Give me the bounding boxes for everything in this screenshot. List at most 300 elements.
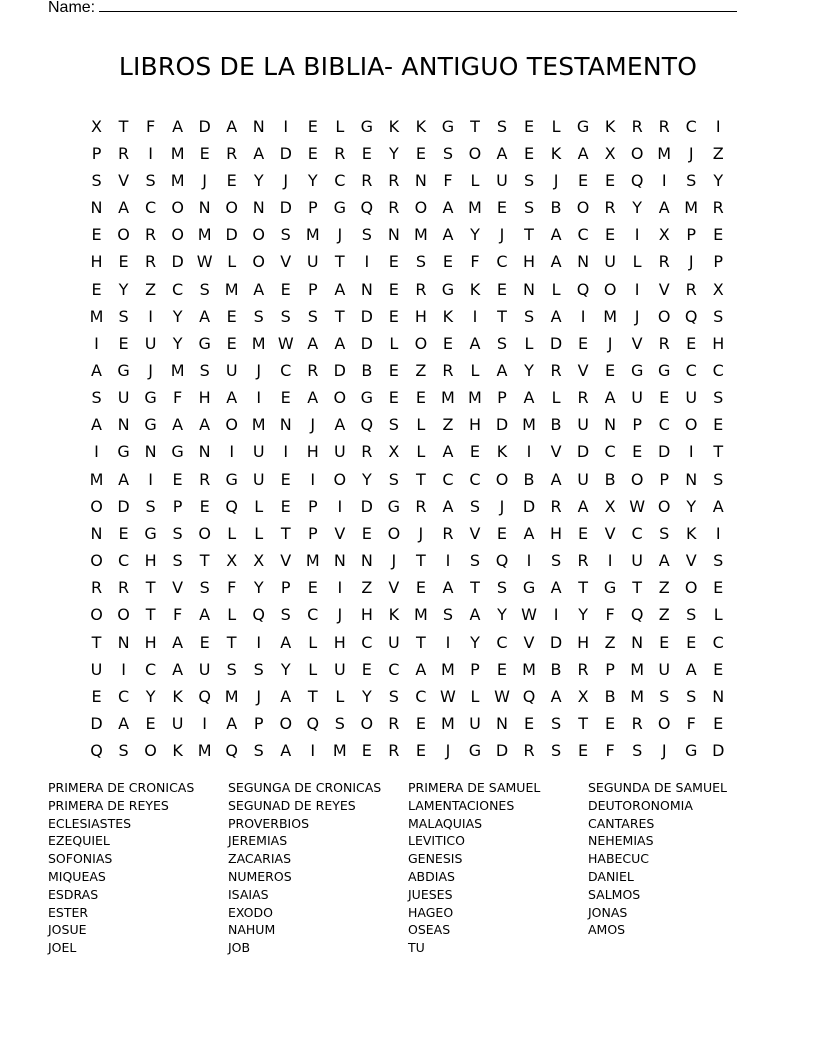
grid-letter[interactable]: G [117, 442, 130, 462]
grid-letter[interactable]: D [495, 741, 509, 761]
grid-letter[interactable]: P [605, 659, 615, 679]
grid-letter[interactable]: C [712, 632, 724, 652]
grid-letter[interactable]: S [280, 306, 291, 326]
grid-letter[interactable]: G [441, 279, 455, 299]
grid-letter[interactable]: Y [307, 170, 318, 190]
grid-letter[interactable]: O [90, 551, 103, 571]
grid-letter[interactable]: S [307, 306, 318, 326]
grid-letter[interactable]: E [361, 659, 372, 679]
grid-letter[interactable]: O [198, 523, 211, 543]
grid-letter[interactable]: T [416, 469, 426, 489]
grid-letter[interactable]: K [388, 605, 400, 625]
grid-letter[interactable]: O [252, 252, 265, 272]
grid-letter[interactable]: P [307, 523, 318, 543]
grid-letter[interactable]: O [576, 198, 590, 218]
grid-letter[interactable]: O [684, 578, 698, 598]
grid-letter[interactable]: D [658, 442, 671, 462]
grid-letter[interactable]: S [713, 469, 724, 489]
grid-letter[interactable]: T [199, 551, 210, 571]
grid-letter[interactable]: S [145, 496, 156, 516]
grid-letter[interactable]: C [604, 442, 616, 462]
grid-letter[interactable]: A [172, 415, 184, 435]
grid-letter[interactable]: F [470, 252, 480, 272]
grid-letter[interactable]: R [577, 551, 589, 571]
grid-letter[interactable]: T [226, 632, 237, 652]
grid-letter[interactable]: M [441, 659, 455, 679]
grid-letter[interactable]: E [280, 279, 291, 299]
grid-letter[interactable]: Z [604, 632, 616, 652]
grid-letter[interactable]: Z [658, 605, 670, 625]
grid-letter[interactable]: S [550, 741, 562, 761]
grid-letter[interactable]: E [226, 306, 237, 326]
grid-letter[interactable]: I [553, 605, 559, 625]
grid-letter[interactable]: I [94, 442, 99, 462]
grid-letter[interactable]: F [443, 170, 453, 190]
grid-letter[interactable]: S [713, 551, 724, 571]
grid-letter[interactable]: I [283, 116, 289, 136]
grid-letter[interactable]: D [279, 198, 292, 218]
grid-letter[interactable]: A [523, 523, 535, 543]
grid-letter[interactable]: L [254, 523, 264, 543]
grid-letter[interactable]: N [577, 252, 590, 272]
grid-letter[interactable]: D [90, 714, 103, 734]
grid-letter[interactable]: Q [225, 741, 238, 761]
grid-letter[interactable]: Y [713, 170, 724, 190]
grid-letter[interactable]: M [224, 279, 239, 299]
grid-letter[interactable]: M [224, 686, 239, 706]
grid-letter[interactable]: E [361, 523, 372, 543]
grid-letter[interactable]: Z [442, 415, 454, 435]
grid-letter[interactable]: A [550, 225, 562, 245]
grid-letter[interactable]: I [94, 333, 99, 353]
grid-letter[interactable]: P [632, 415, 642, 435]
grid-letter[interactable]: A [253, 143, 265, 163]
grid-letter[interactable]: U [171, 714, 184, 734]
grid-letter[interactable]: S [713, 306, 724, 326]
grid-letter[interactable]: T [307, 686, 318, 706]
grid-letter[interactable]: V [685, 551, 697, 571]
grid-letter[interactable]: O [90, 605, 103, 625]
grid-letter[interactable]: D [495, 415, 509, 435]
name-underline[interactable] [99, 0, 737, 12]
grid-letter[interactable]: T [280, 523, 291, 543]
grid-letter[interactable]: J [445, 741, 451, 761]
grid-letter[interactable]: A [91, 415, 102, 435]
grid-letter[interactable]: E [713, 659, 724, 679]
grid-letter[interactable]: U [333, 659, 346, 679]
grid-letter[interactable]: L [227, 523, 237, 543]
grid-letter[interactable]: T [416, 551, 426, 571]
grid-letter[interactable]: D [360, 306, 373, 326]
grid-letter[interactable]: G [333, 198, 346, 218]
grid-letter[interactable]: L [335, 116, 345, 136]
grid-letter[interactable]: V [577, 360, 589, 380]
grid-letter[interactable]: T [524, 225, 534, 245]
grid-letter[interactable]: R [334, 143, 346, 163]
grid-letter[interactable]: E [280, 469, 291, 489]
grid-letter[interactable]: R [361, 442, 373, 462]
grid-letter[interactable]: I [364, 252, 370, 272]
grid-letter[interactable]: E [280, 388, 291, 408]
grid-letter[interactable]: K [604, 116, 616, 136]
grid-letter[interactable]: X [604, 496, 616, 516]
grid-letter[interactable]: S [172, 551, 183, 571]
grid-letter[interactable]: M [441, 714, 455, 734]
grid-letter[interactable]: Y [361, 686, 372, 706]
grid-letter[interactable]: G [522, 578, 536, 598]
grid-letter[interactable]: Q [522, 686, 536, 706]
grid-letter[interactable]: Z [658, 578, 670, 598]
grid-letter[interactable]: E [496, 659, 508, 679]
grid-letter[interactable]: E [307, 578, 318, 598]
grid-letter[interactable]: B [604, 686, 616, 706]
grid-letter[interactable]: H [333, 632, 346, 652]
grid-letter[interactable]: A [712, 496, 724, 516]
grid-letter[interactable]: X [253, 551, 265, 571]
grid-letter[interactable]: E [226, 170, 237, 190]
grid-letter[interactable]: D [360, 496, 373, 516]
grid-letter[interactable]: Y [118, 279, 129, 299]
grid-letter[interactable]: V [280, 252, 292, 272]
grid-letter[interactable]: S [659, 686, 670, 706]
grid-letter[interactable]: V [334, 523, 346, 543]
grid-letter[interactable]: H [577, 632, 590, 652]
grid-letter[interactable]: E [713, 578, 724, 598]
grid-letter[interactable]: T [145, 605, 156, 625]
grid-letter[interactable]: N [604, 415, 617, 435]
grid-letter[interactable]: E [199, 632, 210, 652]
grid-letter[interactable]: E [388, 306, 399, 326]
grid-letter[interactable]: O [225, 198, 238, 218]
grid-letter[interactable]: Q [495, 551, 509, 571]
grid-letter[interactable]: P [307, 279, 318, 299]
grid-letter[interactable]: L [632, 252, 642, 272]
grid-letter[interactable]: Y [172, 333, 183, 353]
grid-letter[interactable]: Q [306, 714, 320, 734]
grid-letter[interactable]: J [607, 333, 613, 353]
grid-letter[interactable]: H [523, 252, 536, 272]
grid-letter[interactable]: S [523, 170, 535, 190]
grid-letter[interactable]: M [603, 306, 618, 326]
grid-letter[interactable]: E [388, 252, 399, 272]
grid-letter[interactable]: N [117, 415, 130, 435]
grid-letter[interactable]: O [468, 143, 482, 163]
grid-letter[interactable]: C [469, 469, 481, 489]
grid-letter[interactable]: A [307, 333, 319, 353]
grid-letter[interactable]: E [523, 714, 535, 734]
grid-letter[interactable]: M [630, 686, 645, 706]
grid-letter[interactable]: A [658, 551, 670, 571]
grid-letter[interactable]: I [148, 143, 153, 163]
grid-letter[interactable]: G [117, 360, 130, 380]
grid-letter[interactable]: O [90, 496, 103, 516]
grid-letter[interactable]: S [388, 686, 399, 706]
grid-letter[interactable]: I [688, 442, 694, 462]
grid-letter[interactable]: E [496, 279, 508, 299]
grid-letter[interactable]: T [578, 714, 588, 734]
grid-letter[interactable]: E [226, 333, 237, 353]
grid-letter[interactable]: I [148, 469, 153, 489]
name-field[interactable] [48, 0, 737, 18]
grid-letter[interactable]: L [524, 333, 534, 353]
grid-letter[interactable]: C [307, 605, 319, 625]
grid-letter[interactable]: E [605, 170, 616, 190]
grid-letter[interactable]: Z [145, 279, 157, 299]
grid-letter[interactable]: G [468, 741, 482, 761]
grid-letter[interactable]: I [607, 551, 613, 571]
grid-letter[interactable]: C [685, 116, 697, 136]
grid-letter[interactable]: I [121, 659, 126, 679]
grid-letter[interactable]: R [658, 116, 670, 136]
grid-letter[interactable]: O [630, 143, 644, 163]
grid-letter[interactable]: C [658, 415, 670, 435]
grid-letter[interactable]: N [360, 279, 373, 299]
grid-letter[interactable]: U [604, 252, 616, 272]
grid-letter[interactable]: W [196, 252, 213, 272]
grid-letter[interactable]: G [603, 578, 617, 598]
grid-letter[interactable]: O [603, 279, 617, 299]
grid-letter[interactable]: L [713, 605, 723, 625]
grid-letter[interactable]: A [442, 496, 454, 516]
grid-letter[interactable]: C [144, 198, 157, 218]
grid-letter[interactable]: R [117, 143, 130, 163]
grid-letter[interactable]: U [469, 714, 481, 734]
grid-letter[interactable]: E [91, 279, 102, 299]
grid-letter[interactable]: C [496, 632, 508, 652]
grid-letter[interactable]: D [712, 741, 725, 761]
grid-letter[interactable]: R [577, 388, 589, 408]
grid-letter[interactable]: U [658, 659, 671, 679]
grid-letter[interactable]: D [117, 496, 130, 516]
grid-letter[interactable]: G [360, 388, 374, 408]
grid-letter[interactable]: C [388, 659, 400, 679]
grid-letter[interactable]: O [360, 714, 374, 734]
grid-letter[interactable]: S [523, 198, 535, 218]
grid-letter[interactable]: I [256, 388, 262, 408]
grid-letter[interactable]: U [496, 170, 508, 190]
grid-letter[interactable]: O [657, 306, 671, 326]
grid-letter[interactable]: W [494, 686, 510, 706]
grid-letter[interactable]: R [361, 170, 373, 190]
grid-letter[interactable]: H [712, 333, 725, 353]
grid-letter[interactable]: I [337, 578, 343, 598]
grid-letter[interactable]: N [198, 442, 211, 462]
grid-letter[interactable]: S [199, 578, 210, 598]
grid-letter[interactable]: S [145, 170, 156, 190]
grid-letter[interactable]: L [551, 116, 561, 136]
grid-letter[interactable]: O [171, 198, 184, 218]
grid-letter[interactable]: J [310, 415, 316, 435]
grid-letter[interactable]: A [118, 714, 130, 734]
grid-letter[interactable]: V [550, 442, 562, 462]
grid-letter[interactable]: M [468, 388, 482, 408]
grid-letter[interactable]: S [118, 741, 129, 761]
grid-letter[interactable]: C [631, 523, 643, 543]
grid-letter[interactable]: T [578, 578, 588, 598]
grid-letter[interactable]: U [198, 659, 211, 679]
grid-letter[interactable]: A [415, 659, 427, 679]
grid-letter[interactable]: E [118, 333, 129, 353]
grid-letter[interactable]: S [523, 306, 535, 326]
grid-letter[interactable]: E [578, 523, 589, 543]
grid-letter[interactable]: E [523, 143, 535, 163]
grid-letter[interactable]: R [90, 578, 103, 598]
grid-letter[interactable]: J [553, 170, 559, 190]
grid-letter[interactable]: L [551, 279, 561, 299]
grid-letter[interactable]: G [441, 116, 455, 136]
grid-letter[interactable]: E [496, 523, 508, 543]
grid-letter[interactable]: T [713, 442, 724, 462]
grid-letter[interactable]: M [413, 225, 428, 245]
grid-letter[interactable]: K [172, 741, 183, 761]
grid-letter[interactable]: G [144, 388, 157, 408]
grid-letter[interactable]: G [198, 333, 211, 353]
grid-letter[interactable]: M [89, 306, 104, 326]
grid-letter[interactable]: S [415, 252, 426, 272]
grid-letter[interactable]: A [280, 741, 292, 761]
grid-letter[interactable]: L [227, 605, 237, 625]
grid-letter[interactable]: W [629, 496, 646, 516]
grid-letter[interactable]: U [117, 388, 130, 408]
grid-letter[interactable]: L [227, 252, 237, 272]
grid-letter[interactable]: A [442, 225, 454, 245]
grid-letter[interactable]: L [470, 686, 480, 706]
grid-letter[interactable]: W [521, 605, 537, 625]
grid-letter[interactable]: R [550, 496, 562, 516]
grid-letter[interactable]: O [333, 388, 347, 408]
grid-letter[interactable]: E [118, 252, 129, 272]
grid-letter[interactable]: E [145, 714, 156, 734]
grid-letter[interactable]: I [148, 306, 153, 326]
grid-letter[interactable]: E [578, 170, 589, 190]
grid-letter[interactable]: A [577, 143, 589, 163]
grid-letter[interactable]: J [418, 523, 424, 543]
grid-letter[interactable]: E [686, 632, 697, 652]
grid-letter[interactable]: N [333, 551, 346, 571]
grid-letter[interactable]: E [442, 333, 453, 353]
grid-letter[interactable]: T [632, 578, 643, 598]
grid-letter[interactable]: S [199, 279, 210, 299]
grid-letter[interactable]: R [658, 252, 670, 272]
grid-letter[interactable]: V [388, 578, 400, 598]
grid-letter[interactable]: I [283, 442, 289, 462]
grid-letter[interactable]: S [496, 333, 508, 353]
grid-letter[interactable]: E [361, 741, 372, 761]
grid-letter[interactable]: Y [172, 306, 183, 326]
grid-letter[interactable]: M [170, 170, 185, 190]
grid-letter[interactable]: S [361, 225, 372, 245]
grid-letter[interactable]: O [117, 605, 130, 625]
grid-letter[interactable]: H [306, 442, 319, 462]
grid-letter[interactable]: L [551, 388, 561, 408]
grid-letter[interactable]: J [391, 551, 397, 571]
grid-letter[interactable]: E [91, 225, 102, 245]
grid-letter[interactable]: C [577, 225, 589, 245]
grid-letter[interactable]: O [225, 415, 238, 435]
grid-letter[interactable]: M [413, 605, 428, 625]
grid-letter[interactable]: V [172, 578, 184, 598]
grid-letter[interactable]: R [145, 252, 157, 272]
grid-letter[interactable]: Q [684, 306, 698, 326]
grid-letter[interactable]: C [172, 279, 184, 299]
grid-letter[interactable]: C [144, 659, 157, 679]
grid-letter[interactable]: F [605, 741, 615, 761]
grid-letter[interactable]: S [469, 551, 481, 571]
grid-letter[interactable]: O [279, 714, 293, 734]
grid-letter[interactable]: I [634, 279, 640, 299]
grid-letter[interactable]: M [170, 143, 185, 163]
grid-letter[interactable]: A [334, 279, 346, 299]
grid-letter[interactable]: Y [632, 198, 643, 218]
grid-letter[interactable]: A [172, 659, 184, 679]
grid-letter[interactable]: D [198, 116, 211, 136]
grid-letter[interactable]: M [305, 551, 320, 571]
grid-letter[interactable]: X [91, 116, 102, 136]
grid-letter[interactable]: C [685, 360, 697, 380]
grid-letter[interactable]: R [604, 198, 616, 218]
grid-letter[interactable]: K [415, 116, 427, 136]
grid-letter[interactable]: J [688, 143, 694, 163]
grid-letter[interactable]: R [388, 198, 400, 218]
grid-letter[interactable]: F [605, 605, 615, 625]
grid-letter[interactable]: K [685, 523, 697, 543]
grid-letter[interactable]: I [472, 306, 478, 326]
grid-letter[interactable]: T [91, 632, 102, 652]
grid-letter[interactable]: A [496, 143, 508, 163]
grid-letter[interactable]: R [523, 741, 535, 761]
grid-letter[interactable]: M [468, 198, 482, 218]
grid-letter[interactable]: H [550, 523, 563, 543]
grid-letter[interactable]: C [712, 360, 724, 380]
grid-letter[interactable]: C [442, 469, 454, 489]
grid-letter[interactable]: P [91, 143, 102, 163]
grid-letter[interactable]: L [416, 442, 426, 462]
grid-letter[interactable]: E [307, 143, 318, 163]
grid-letter[interactable]: R [442, 523, 454, 543]
grid-letter[interactable]: X [226, 551, 238, 571]
grid-letter[interactable]: A [226, 116, 238, 136]
grid-letter[interactable]: U [252, 442, 265, 462]
grid-letter[interactable]: N [252, 198, 265, 218]
grid-letter[interactable]: G [630, 360, 644, 380]
grid-letter[interactable]: R [685, 279, 697, 299]
grid-letter[interactable]: E [659, 632, 670, 652]
grid-letter[interactable]: D [549, 333, 563, 353]
grid-letter[interactable]: Y [388, 143, 399, 163]
grid-letter[interactable]: R [550, 360, 562, 380]
grid-letter[interactable]: O [117, 225, 130, 245]
grid-letter[interactable]: E [659, 388, 670, 408]
grid-letter[interactable]: C [117, 551, 130, 571]
grid-letter[interactable]: M [332, 741, 347, 761]
grid-letter[interactable]: A [550, 469, 562, 489]
grid-letter[interactable]: T [145, 578, 156, 598]
grid-letter[interactable]: E [442, 252, 453, 272]
grid-letter[interactable]: O [684, 415, 698, 435]
grid-letter[interactable]: I [526, 442, 532, 462]
grid-letter[interactable]: U [388, 632, 400, 652]
grid-letter[interactable]: E [605, 360, 616, 380]
grid-letter[interactable]: A [280, 686, 292, 706]
grid-letter[interactable]: L [254, 496, 264, 516]
grid-letter[interactable]: B [361, 360, 373, 380]
grid-letter[interactable]: C [280, 360, 292, 380]
grid-letter[interactable]: A [172, 632, 184, 652]
grid-letter[interactable]: J [337, 605, 343, 625]
grid-letter[interactable]: F [227, 578, 237, 598]
grid-letter[interactable]: J [148, 360, 153, 380]
grid-letter[interactable]: T [497, 306, 507, 326]
